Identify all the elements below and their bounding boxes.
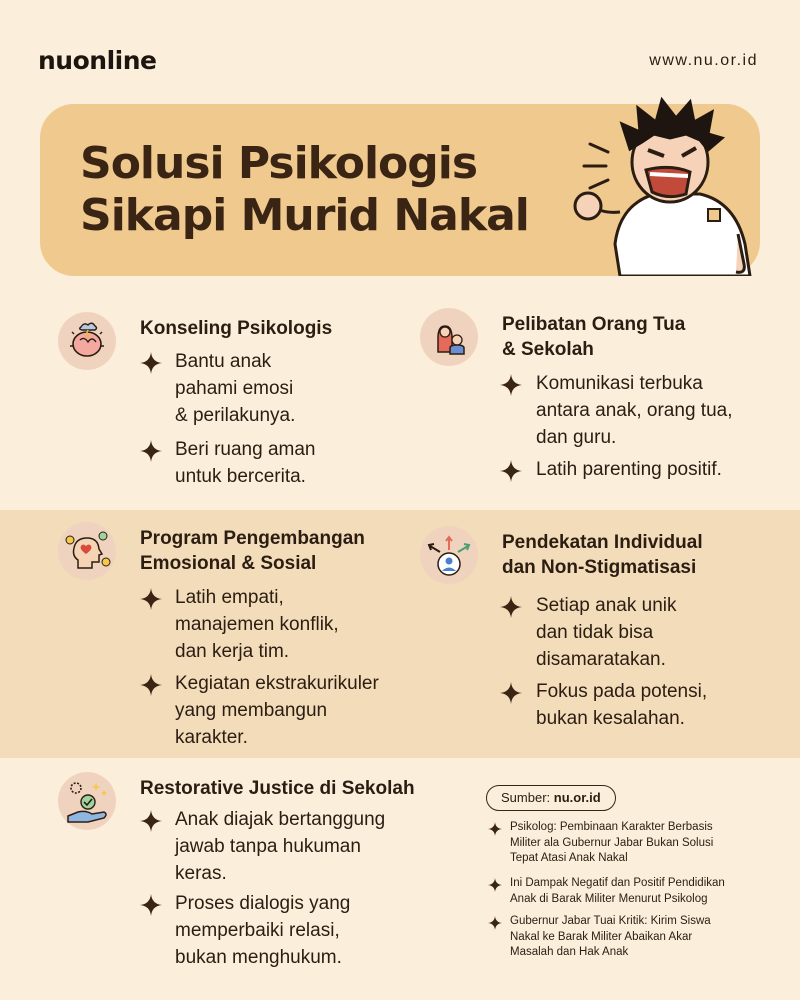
list-item: Fokus pada potensi, bukan kesalahan. (536, 681, 708, 729)
star-bullet-icon (488, 878, 502, 892)
source-site[interactable]: nu.or.id (553, 790, 601, 805)
star-bullet-icon (140, 674, 162, 696)
star-bullet-icon (488, 916, 502, 930)
header (0, 0, 800, 100)
star-bullet-icon (140, 352, 162, 374)
star-bullet-icon (140, 810, 162, 832)
list-item: Komunikasi terbuka antara anak, orang tua, dan guru. (536, 373, 733, 448)
list-item: Beri ruang aman untuk bercerita. (175, 439, 316, 487)
list-item: Latih empati, manajemen konflik, dan kerja tim. (175, 587, 339, 662)
star-bullet-icon (140, 894, 162, 916)
section-title-pelibatan: Pelibatan Orang Tua & Sekolah (502, 314, 686, 360)
nuonline-logo[interactable]: nuonline (38, 46, 157, 75)
reference-link[interactable]: Ini Dampak Negatif dan Positif Pendidikan Anak di Barak Militer Menurut Psikolog (510, 877, 725, 905)
star-bullet-icon (500, 682, 522, 704)
star-bullet-icon (500, 374, 522, 396)
star-bullet-icon (140, 440, 162, 462)
parent-child-icon (420, 308, 478, 366)
list-item: Kegiatan ekstrakurikuler yang membangun karakter. (175, 673, 379, 748)
section-title-konseling: Konseling Psikologis (140, 318, 333, 339)
section-title-pendekatan: Pendekatan Individual dan Non-Stigmatisasi (502, 532, 703, 578)
site-url[interactable]: www.nu.or.id (649, 52, 758, 69)
section-title-program: Program Pengembangan Emosional & Sosial (140, 528, 365, 574)
person-directions-icon (420, 526, 478, 584)
star-bullet-icon (500, 596, 522, 618)
source-badge: Sumber: nu.or.id (486, 785, 616, 811)
hand-gear-check-icon (58, 772, 116, 830)
star-bullet-icon (488, 822, 502, 836)
section-title-restorative: Restorative Justice di Sekolah (140, 778, 415, 799)
list-item: Anak diajak bertanggung jawab tanpa hukuman keras. (175, 809, 386, 884)
angry-student-illustration (560, 94, 760, 276)
title-line-1: Solusi Psikologis (80, 138, 478, 189)
reference-link[interactable]: Gubernur Jabar Tuai Kritik: Kirim Siswa Nakal ke Barak Militer Abaikan Akar Masalah dan Hak Anak (510, 915, 711, 958)
star-bullet-icon (500, 460, 522, 482)
brain-storm-icon (58, 312, 116, 370)
page-title (80, 138, 540, 242)
list-item: Setiap anak unik dan tidak bisa disamaratakan. (536, 595, 677, 670)
list-item: Latih parenting positif. (536, 459, 722, 480)
star-bullet-icon (140, 588, 162, 610)
list-item: Proses dialogis yang memperbaiki relasi, bukan menghukum. (175, 893, 351, 968)
reference-link[interactable]: Psikolog: Pembinaan Karakter Berbasis Militer ala Gubernur Jabar Bukan Solusi Tepat Atasi Anak Nakal (510, 821, 714, 864)
emotional-head-icon (58, 522, 116, 580)
title-banner (40, 104, 760, 276)
list-item: Bantu anak pahami emosi & perilakunya. (175, 351, 296, 426)
title-line-2: Sikapi Murid Nakal (80, 190, 529, 241)
